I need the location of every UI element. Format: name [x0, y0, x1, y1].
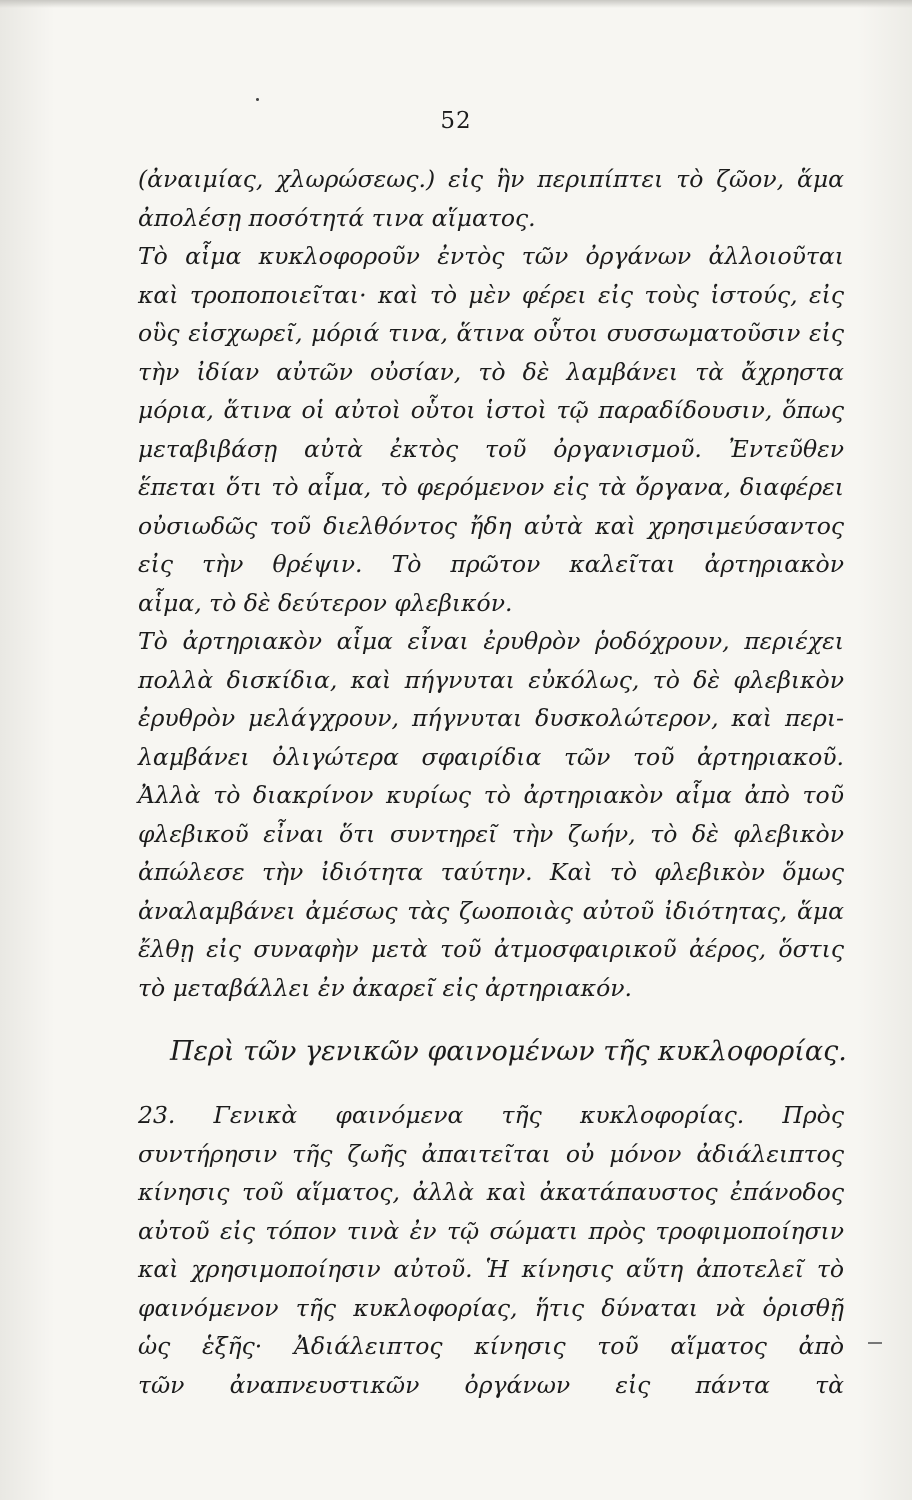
- text-line: αὐτοῦ εἰς τόπον τινὰ ἐν τῷ σώματι πρὸς τροφιμοποίησιν: [138, 1216, 844, 1245]
- text-line: φλεβικοῦ εἶναι ὅτι συντηρεῖ τὴν ζωήν, τὸ δὲ φλεβικὸν: [138, 819, 844, 848]
- text-line: τῶν ἀναπνευστικῶν ὀργάνων εἰς πάντα τὰ: [138, 1370, 844, 1399]
- text-line: πολλὰ δισκίδια, καὶ πήγνυται εὐκόλως, τὸ δὲ φλεβικὸν: [138, 665, 844, 694]
- ink-speck: [256, 98, 259, 101]
- text-line: 23. Γενικὰ φαινόμενα τῆς κυκλοφορίας. Πρὸς: [138, 1101, 844, 1129]
- page-number: 52: [440, 108, 472, 134]
- paragraph-block-general-phenomena: [138, 1096, 844, 1404]
- page-top-edge: [0, 0, 912, 8]
- text-line: Τὸ αἷμα κυκλοφοροῦν ἐντὸς τῶν ὀργάνων ἀλλοιοῦται: [138, 242, 844, 270]
- text-line: καὶ χρησιμοποίησιν αὐτοῦ. Ἡ κίνησις αὕτη ἀποτελεῖ τὸ: [138, 1255, 844, 1283]
- text-line: ὡς ἑξῆς· Ἀδιάλειπτος κίνησις τοῦ αἵματος ἀπὸ: [138, 1332, 844, 1360]
- text-line: φαινόμενον τῆς κυκλοφορίας, ἥτις δύναται νὰ ὁρισθῇ: [138, 1293, 844, 1322]
- text-line: ἐρυθρὸν μελάγχρουν, πήγνυται δυσκολώτερον, καὶ περι-: [138, 704, 844, 732]
- text-line: μεταβιβάσῃ αὐτὰ ἐκτὸς τοῦ ὀργανισμοῦ. Ἐντεῦθεν: [138, 434, 844, 463]
- section-heading: Περὶ τῶν γενικῶν φαινομένων τῆς κυκλοφορίας.: [170, 1036, 847, 1067]
- text-line: (ἀναιμίας, χλωρώσεως.) εἰς ἣν περιπίπτει τὸ ζῶον, ἅμα: [138, 165, 844, 193]
- margin-hyphen-mark: [868, 1342, 882, 1344]
- text-line: τὴν ἰδίαν αὐτῶν οὐσίαν, τὸ δὲ λαμβάνει τὰ ἄχρηστα: [138, 357, 844, 386]
- text-line: οὐσιωδῶς τοῦ διελθόντος ἤδη αὐτὰ καὶ χρησιμεύσαντος: [138, 511, 844, 540]
- text-line: αἷμα, τὸ δὲ δεύτερον φλεβικόν.: [138, 588, 513, 617]
- text-line: ἀπολέσῃ ποσότητά τινα αἵματος.: [138, 203, 536, 232]
- text-line: Τὸ ἀρτηριακὸν αἷμα εἶναι ἐρυθρὸν ῥοδόχρουν, περιέχει: [138, 627, 844, 655]
- text-line: κίνησις τοῦ αἵματος, ἀλλὰ καὶ ἀκατάπαυστος ἐπάνοδος: [138, 1178, 844, 1206]
- text-line: λαμβάνει ὀλιγώτερα σφαιρίδια τῶν τοῦ ἀρτηριακοῦ.: [138, 742, 844, 771]
- text-line: ἔλθῃ εἰς συναφὴν μετὰ τοῦ ἀτμοσφαιρικοῦ ἀέρος, ὅστις: [138, 935, 844, 963]
- text-line: συντήρησιν τῆς ζωῆς ἀπαιτεῖται οὐ μόνον ἀδιάλειπτος: [138, 1139, 844, 1168]
- text-line: καὶ τροποποιεῖται· καὶ τὸ μὲν φέρει εἰς τοὺς ἱστούς, εἰς: [138, 280, 844, 309]
- text-line: μόρια, ἅτινα οἱ αὐτοὶ οὗτοι ἱστοὶ τῷ παραδίδουσιν, ὅπως: [138, 396, 844, 424]
- paragraph-block-circulation-blood: [138, 160, 844, 1007]
- text-line: ἀπώλεσε τὴν ἰδιότητα ταύτην. Καὶ τὸ φλεβικὸν ὅμως: [138, 858, 844, 886]
- text-line: ἀναλαμβάνει ἀμέσως τὰς ζωοποιὰς αὐτοῦ ἰδιότητας, ἅμα: [138, 896, 844, 925]
- text-line: τὸ μεταβάλλει ἐν ἀκαρεῖ εἰς ἀρτηριακόν.: [138, 973, 632, 1002]
- text-line: εἰς τὴν θρέψιν. Τὸ πρῶτον καλεῖται ἀρτηριακὸν: [138, 550, 844, 578]
- text-line: ἕπεται ὅτι τὸ αἷμα, τὸ φερόμενον εἰς τὰ ὄργανα, διαφέρει: [138, 473, 844, 501]
- text-line: Ἀλλὰ τὸ διακρίνον κυρίως τὸ ἀρτηριακὸν αἷμα ἀπὸ τοῦ: [138, 781, 844, 809]
- text-line: οὓς εἰσχωρεῖ, μόριά τινα, ἅτινα οὗτοι συσσωματοῦσιν εἰς: [138, 319, 844, 347]
